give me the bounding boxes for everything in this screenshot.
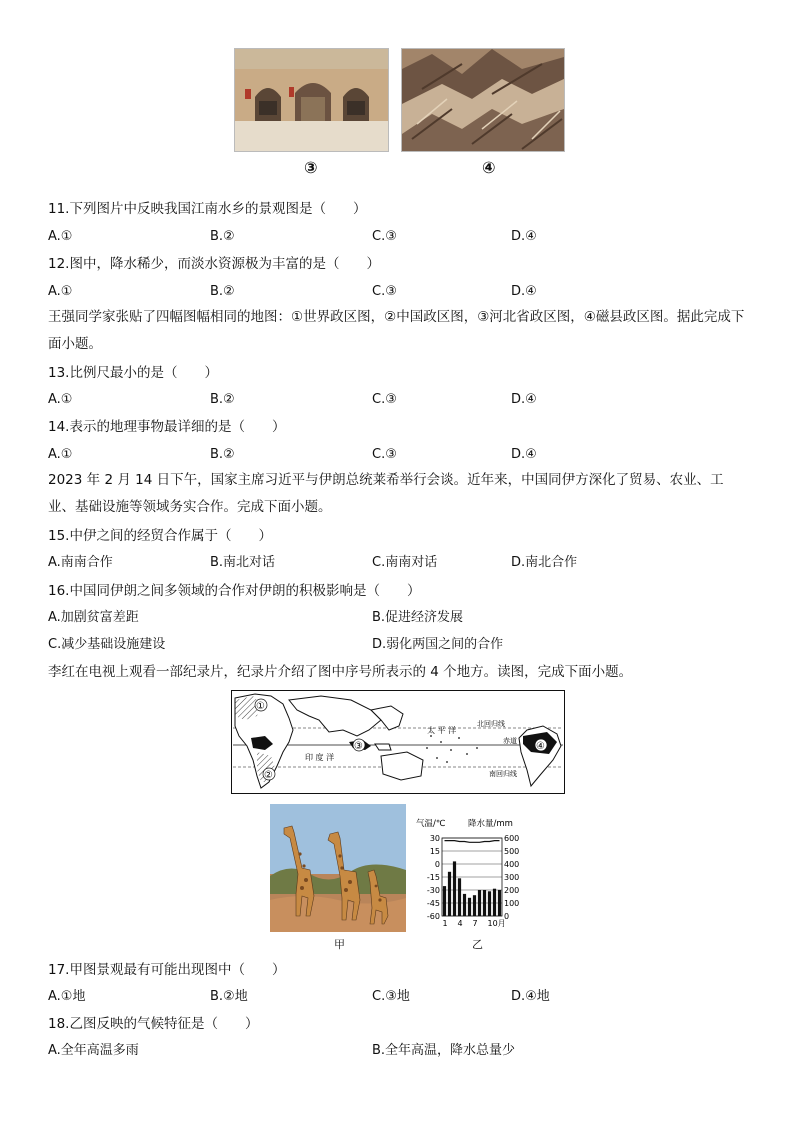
map-label-4: ④ xyxy=(536,741,545,752)
q12-option-b[interactable]: B.② xyxy=(210,284,235,299)
chart-right-tick-label: 300 xyxy=(504,873,520,882)
q11-option-c[interactable]: C.③ xyxy=(372,229,397,244)
question-13-stem: 13.比例尺最小的是（ ） xyxy=(48,365,218,381)
q12-option-a[interactable]: A.① xyxy=(48,284,73,299)
q11-option-d[interactable]: D.④ xyxy=(511,229,537,244)
precipitation-bar-6 xyxy=(468,898,471,916)
chart-left-tick-label: -30 xyxy=(426,886,440,895)
maps-passage: 王强同学家张贴了四幅图幅相同的地图：①世界政区图，②中国政区图，③河北省政区图，④磁县政区图。据此完成下面小题。 xyxy=(48,309,745,352)
q18-option-a[interactable]: A.全年高温多雨 xyxy=(48,1043,139,1058)
chart-ylabel-left: 气温/℃ xyxy=(416,819,446,829)
q17-option-a[interactable]: A.①地 xyxy=(48,989,86,1004)
precipitation-bar-4 xyxy=(458,878,461,916)
q16-option-c[interactable]: C.减少基础设施建设 xyxy=(48,637,166,652)
question-14-stem: 14.表示的地理事物最详细的是（ ） xyxy=(48,419,286,435)
q11-option-a[interactable]: A.① xyxy=(48,229,73,244)
chart-right-tick-label: 600 xyxy=(504,834,520,843)
precipitation-bar-5 xyxy=(463,894,466,916)
q12-option-d[interactable]: D.④ xyxy=(511,284,537,299)
q13-option-d[interactable]: D.④ xyxy=(511,392,537,407)
temperature-line xyxy=(445,841,500,843)
map-label-indian: 印 度 洋 xyxy=(305,753,335,762)
q12-option-c[interactable]: C.③ xyxy=(372,284,397,299)
chart-left-tick-label: -45 xyxy=(426,899,440,908)
q16-option-b[interactable]: B.促进经济发展 xyxy=(372,610,464,625)
q13-option-a[interactable]: A.① xyxy=(48,392,73,407)
q14-option-d[interactable]: D.④ xyxy=(511,447,537,462)
precipitation-bar-11 xyxy=(493,889,496,916)
precipitation-bar-10 xyxy=(488,891,491,916)
precipitation-bar-2 xyxy=(448,872,451,916)
iran-passage: 2023 年 2 月 14 日下午，国家主席习近平与伊朗总统莱希举行会谈。近年来，中国同伊方深化了贸易、农业、工业、基础设施等领域务实合作。完成下面小题。 xyxy=(48,472,724,515)
q15-option-c[interactable]: C.南南对话 xyxy=(372,555,438,570)
q14-option-b[interactable]: B.② xyxy=(210,447,235,462)
map-label-3: ③ xyxy=(354,741,363,752)
figure-jia-caption: 甲 xyxy=(334,938,345,951)
precipitation-bar-9 xyxy=(483,890,486,916)
chart-x-tick-label: 4 xyxy=(457,919,463,928)
precipitation-bar-12 xyxy=(498,890,501,916)
question-15-stem: 15.中伊之间的经贸合作属于（ ） xyxy=(48,528,272,544)
q11-option-b[interactable]: B.② xyxy=(210,229,235,244)
chart-left-tick-label: -60 xyxy=(426,912,440,921)
chart-right-tick-label: 200 xyxy=(504,886,520,895)
precipitation-bar-7 xyxy=(473,895,476,916)
q15-option-b[interactable]: B.南北对话 xyxy=(210,555,276,570)
q15-option-a[interactable]: A.南南合作 xyxy=(48,555,113,570)
image-4-caption: ④ xyxy=(482,158,496,177)
question-18-stem: 18.乙图反映的气候特征是（ ） xyxy=(48,1016,259,1032)
map-label-equator: 赤道 xyxy=(503,737,517,745)
precipitation-bar-8 xyxy=(478,890,481,916)
q13-option-c[interactable]: C.③ xyxy=(372,392,397,407)
precipitation-bar-1 xyxy=(443,886,446,916)
question-17-stem: 17.甲图景观最有可能出现图中（ ） xyxy=(48,962,286,978)
question-12-stem: 12.图中，降水稀少，而淡水资源极为丰富的是（ ） xyxy=(48,256,380,272)
chart-left-tick-label: 30 xyxy=(429,834,440,843)
documentary-passage: 李红在电视上观看一部纪录片，纪录片介绍了图中序号所表示的 4 个地方。读图，完成下面小题。 xyxy=(48,664,633,680)
climate-chart xyxy=(412,816,530,948)
question-11-stem: 11.下列图片中反映我国江南水乡的景观图是（ ） xyxy=(48,201,367,217)
q17-option-c[interactable]: C.③地 xyxy=(372,989,410,1004)
q17-option-d[interactable]: D.④地 xyxy=(511,989,550,1004)
chart-right-tick-label: 400 xyxy=(504,860,520,869)
world-map xyxy=(231,690,565,794)
chart-right-tick-label: 100 xyxy=(504,899,520,908)
loess-plateau-photo xyxy=(401,48,565,152)
map-label-tropic-north: 北回归线 xyxy=(477,720,505,728)
map-label-1: ① xyxy=(256,701,265,712)
chart-x-tick-label: 10月 xyxy=(487,919,506,928)
giraffe-savanna-photo xyxy=(270,804,406,932)
chart-right-tick-label: 500 xyxy=(504,847,520,856)
q13-option-b[interactable]: B.② xyxy=(210,392,235,407)
map-label-tropic-south: 南回归线 xyxy=(489,770,517,778)
chart-left-tick-label: 0 xyxy=(434,860,440,869)
chart-ylabel-right: 降水量/mm xyxy=(468,819,513,829)
question-16-stem: 16.中国同伊朗之间多领域的合作对伊朗的积极影响是（ ） xyxy=(48,583,421,599)
q18-option-b[interactable]: B.全年高温，降水总量少 xyxy=(372,1043,516,1058)
cave-dwelling-photo xyxy=(234,48,389,152)
chart-left-tick-label: -15 xyxy=(426,873,440,882)
chart-right-tick-label: 0 xyxy=(504,912,510,921)
q14-option-a[interactable]: A.① xyxy=(48,447,73,462)
figure-yi-caption: 乙 xyxy=(472,938,483,951)
q14-option-c[interactable]: C.③ xyxy=(372,447,397,462)
chart-x-tick-label: 7 xyxy=(472,919,478,928)
map-label-2: ② xyxy=(264,770,273,781)
precipitation-bar-3 xyxy=(453,861,456,916)
q15-option-d[interactable]: D.南北合作 xyxy=(511,555,578,570)
q17-option-b[interactable]: B.②地 xyxy=(210,989,248,1004)
map-label-pacific: 太 平 洋 xyxy=(427,726,457,735)
q16-option-a[interactable]: A.加剧贫富差距 xyxy=(48,610,139,625)
q16-option-d[interactable]: D.弱化两国之间的合作 xyxy=(372,637,504,652)
image-3-caption: ③ xyxy=(304,158,318,177)
chart-x-tick-label: 1 xyxy=(442,919,448,928)
chart-left-tick-label: 15 xyxy=(429,847,440,856)
